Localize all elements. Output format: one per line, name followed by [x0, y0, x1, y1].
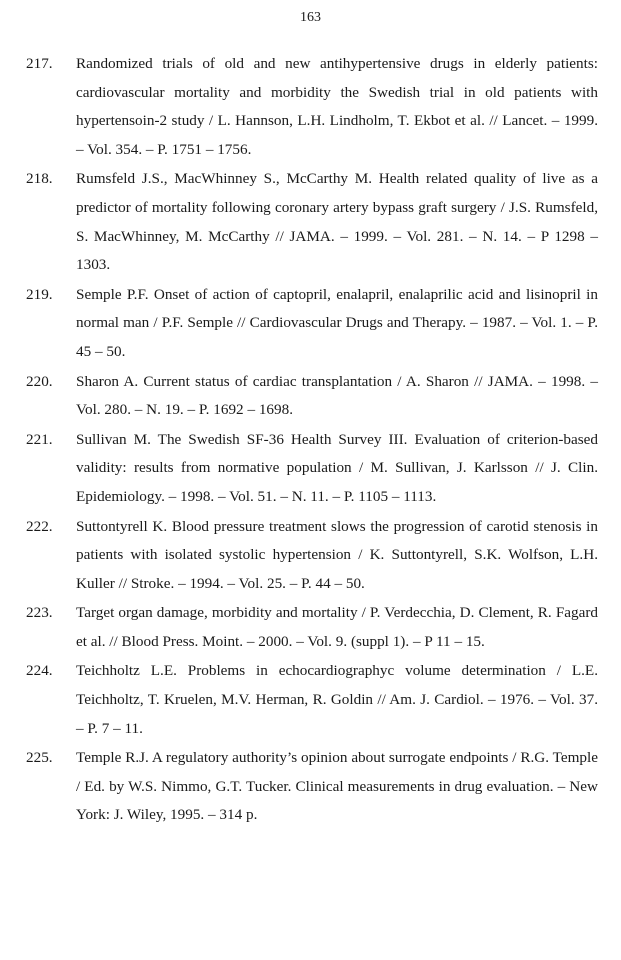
reference-text: Rumsfeld J.S., MacWhinney S., McCarthy M. Health related quality of live as a predictor of mortality following coronary artery bypass graft surgery / J.S. Rumsfeld, S. MacWhinney, M. McCarthy // JAMA. – 1999. – Vol. 281. – N. 14. – P 1298 – 1303. — [76, 170, 598, 274]
reference-item — [26, 368, 598, 425]
page-number: 163 — [300, 10, 321, 25]
reference-number: 218. — [26, 170, 53, 188]
reference-text: Suttontyrell K. Blood pressure treatment slows the progression of carotid stenosis in patients with isolated systolic hypertension / K. Suttontyrell, S.K. Wolfson, L.H. Kuller // Stroke. – 1994. – Vol. 25. – P. 44 – 50. — [76, 517, 598, 592]
reference-text: Temple R.J. A regulatory authority’s opinion about surrogate endpoints / R.G. Temple / Ed. by W.S. Nimmo, G.T. Tucker. Clinical measurements in drug evaluation. – New York: J. Wiley, 1995. – 314 p. — [76, 749, 598, 824]
reference-number: 221. — [26, 430, 53, 448]
reference-number: 217. — [26, 55, 53, 72]
reference-number: 222. — [26, 517, 53, 535]
reference-item — [26, 599, 598, 656]
reference-number: 223. — [26, 604, 53, 622]
reference-item — [26, 50, 598, 164]
reference-text: Randomized trials of old and new antihypertensive drugs in elderly patients: cardiovascular mortality and morbidity the Swedish trial in old patients with hypertensoin-2 study / L. Hannson, L.H. Lindholm, T. Ekbot et al. // Lancet. – 1999. – Vol. 354. – P. 1751 – 1756. — [76, 55, 598, 158]
reference-item — [26, 513, 598, 599]
reference-text: Target organ damage, morbidity and mortality / P. Verdecchia, D. Clement, R. Fagard et al. // Blood Press. Moint. – 2000. – Vol. 9. (suppl 1). – P 11 – 15. — [76, 604, 598, 650]
reference-number: 224. — [26, 662, 53, 680]
reference-item — [26, 165, 598, 279]
reference-item — [26, 281, 598, 367]
reference-number: 219. — [26, 285, 53, 303]
reference-text: Teichholtz L.E. Problems in echocardiographyc volume determination / L.E. Teichholtz, T. Kruelen, M.V. Herman, R. Goldin // Am. J. Cardiol. – 1976. – Vol. 37. – P. 7 – 11. — [76, 662, 598, 737]
reference-item — [26, 744, 598, 830]
reference-item — [26, 657, 598, 743]
reference-text: Sharon A. Current status of cardiac transplantation / A. Sharon // JAMA. – 1998. – Vol. 280. – N. 19. – P. 1692 – 1698. — [76, 372, 598, 419]
reference-text: Sullivan M. The Swedish SF-36 Health Survey III. Evaluation of criterion-based validity: results from normative population / M. Sullivan, J. Karlsson // J. Clin. Epidemiology. – 1998. – Vol. 51. – N. 11. – P. 1105 – 1113. — [76, 430, 598, 505]
reference-number: 220. — [26, 372, 53, 390]
reference-list — [26, 50, 598, 831]
reference-text: Semple P.F. Onset of action of captopril, enalapril, enalaprilic acid and lisinopril in normal man / P.F. Semple // Cardiovascular Drugs and Therapy. – 1987. – Vol. 1. – P. 45 – 50. — [76, 285, 598, 360]
reference-number: 225. — [26, 749, 53, 767]
reference-item — [26, 426, 598, 512]
